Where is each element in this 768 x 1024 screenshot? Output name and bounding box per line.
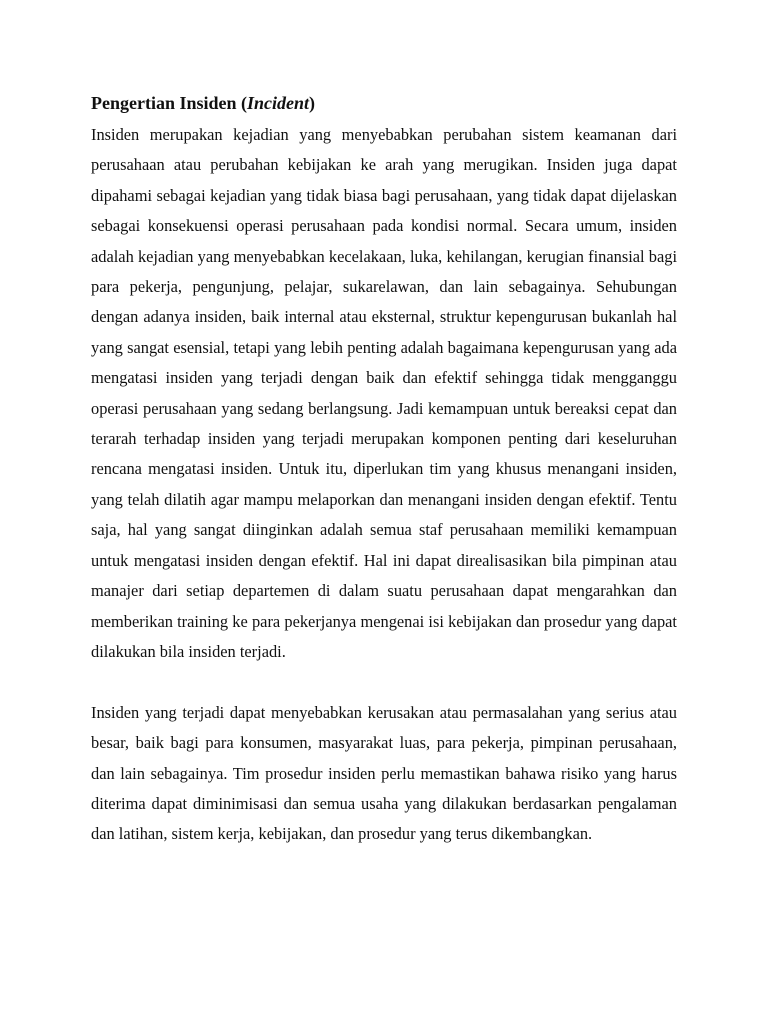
- document-page: [91, 88, 677, 850]
- page-title: [91, 88, 677, 118]
- paragraph-2: Insiden yang terjadi dapat menyebabkan kerusakan atau permasalahan yang serius atau besar, baik bagi para konsumen, masyarakat luas, para pekerja, pimpinan perusahaan, dan lain sebagainya. Tim prosedur insiden perlu memastikan bahawa risiko yang harus diterima dapat diminimisasi dan semua usaha yang dilakukan berdasarkan pengalaman dan latihan, sistem kerja, kebijakan, dan prosedur yang terus dikembangkan.: [91, 702, 677, 844]
- paragraph-1: Insiden merupakan kejadian yang menyebabkan perubahan sistem keamanan dari perusahaan atau perubahan kebijakan ke arah yang merugikan. Insiden juga dapat dipahami sebagai kejadian yang tidak biasa bagi perusahaan, yang tidak dapat dijelaskan sebagai konsekuensi operasi perusahaan pada kondisi normal. Secara umum, insiden adalah kejadian yang menyebabkan kecelakaan, luka, kehilangan, kerugian finansial bagi para pekerja, pengunjung, pelajar, sukarelawan, dan lain sebagainya. Sehubungan dengan adanya insiden, baik internal atau eksternal, struktur kepengurusan bukanlah hal yang sangat esensial, tetapi yang lebih penting adalah bagaimana kepengurusan yang ada mengatasi insiden yang terjadi dengan baik dan efektif sehingga tidak mengganggu operasi perusahaan yang sedang berlangsung. Jadi kemampuan untuk bereaksi cepat dan terarah terhadap insiden yang terjadi merupakan komponen penting dari keseluruhan rencana mengatasi insiden. Untuk itu, diperlukan tim yang khusus menangani insiden, yang telah dilatih agar mampu melaporkan dan menangani insiden dengan efektif. Tentu saja, hal yang sangat diinginkan adalah semua staf perusahaan memiliki kemampuan untuk mengatasi insiden dengan efektif. Hal ini dapat direalisasikan bila pimpinan atau manajer dari setiap departemen di dalam suatu perusahaan dapat mengarahkan dan memberikan training ke para pekerjanya mengenai isi kebijakan dan prosedur yang dapat dilakukan bila insiden terjadi.: [91, 125, 677, 661]
- title-open-paren: (: [236, 93, 248, 113]
- title-close-paren: ): [309, 93, 316, 113]
- title-main: Pengertian Insiden: [91, 93, 237, 113]
- title-italic-term: Incident: [247, 93, 310, 113]
